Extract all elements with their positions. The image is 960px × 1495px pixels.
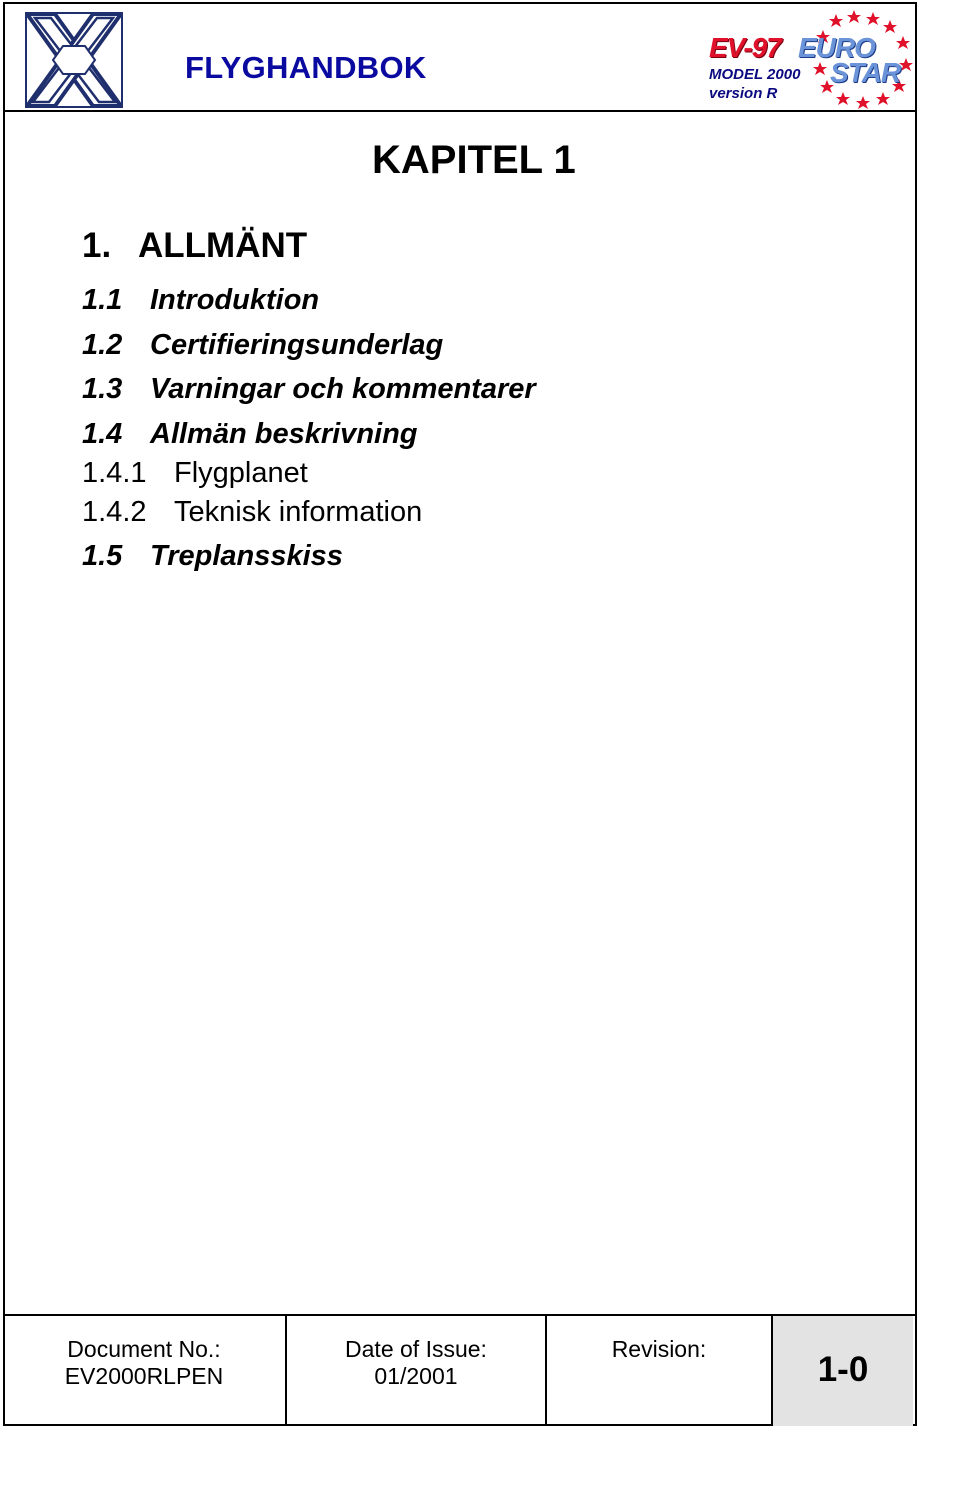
toc-item — [82, 457, 308, 490]
date-of-issue-value: 01/2001 — [374, 1363, 458, 1389]
toc-item-title: Introduktion — [150, 284, 320, 316]
section-heading — [82, 226, 307, 266]
chapter-title: KAPITEL 1 — [372, 138, 576, 182]
toc-item — [82, 540, 343, 573]
toc-item — [82, 418, 418, 451]
page-number-cell — [773, 1316, 913, 1426]
brand-model-line: MODEL 2000 — [709, 66, 801, 83]
toc-item — [82, 329, 443, 362]
document-number-cell — [3, 1316, 287, 1426]
brand-name-euro: EURO — [798, 32, 875, 63]
toc-item — [82, 496, 422, 529]
toc-item-title: Certifieringsunderlag — [150, 329, 444, 361]
brand-model-code: EV-97 — [709, 32, 781, 63]
document-number-value: EV2000RLPEN — [64, 1363, 224, 1389]
date-of-issue-label: Date of Issue: — [345, 1336, 487, 1362]
toc-item-number: 1.1 — [82, 284, 123, 316]
page-number: 1-0 — [817, 1350, 869, 1389]
eurostar-brand-logo — [703, 6, 919, 112]
page-header — [3, 2, 917, 112]
page-footer — [3, 1314, 917, 1426]
toc-item-number: 1.2 — [82, 329, 123, 361]
toc-item-number: 1.5 — [82, 540, 123, 572]
manual-title: FLYGHANDBOK — [185, 50, 427, 85]
toc-item-number: 1.3 — [82, 373, 123, 405]
x-logo-icon — [25, 12, 123, 108]
toc-item-title: Teknisk information — [174, 496, 423, 528]
toc-item-title: Varningar och kommentarer — [150, 373, 536, 405]
toc-item-number: 1.4.1 — [82, 457, 147, 489]
toc-item — [82, 373, 536, 406]
brand-name-star: STAR — [830, 57, 901, 88]
toc-item-title: Flygplanet — [174, 457, 308, 489]
section-title-text: ALLMÄNT — [138, 226, 308, 265]
document-number-label: Document No.: — [67, 1336, 221, 1362]
date-of-issue-cell — [287, 1316, 547, 1426]
brand-version-line: version R — [709, 85, 778, 102]
toc-item-number: 1.4.2 — [82, 496, 147, 528]
toc-item-number: 1.4 — [82, 418, 123, 450]
page-frame — [3, 2, 917, 1426]
toc-item-title: Allmän beskrivning — [150, 418, 418, 450]
revision-label: Revision: — [611, 1336, 707, 1362]
section-number: 1. — [82, 226, 112, 265]
toc-item-title: Treplansskiss — [150, 540, 343, 572]
revision-cell — [547, 1316, 773, 1426]
toc-item — [82, 284, 319, 317]
